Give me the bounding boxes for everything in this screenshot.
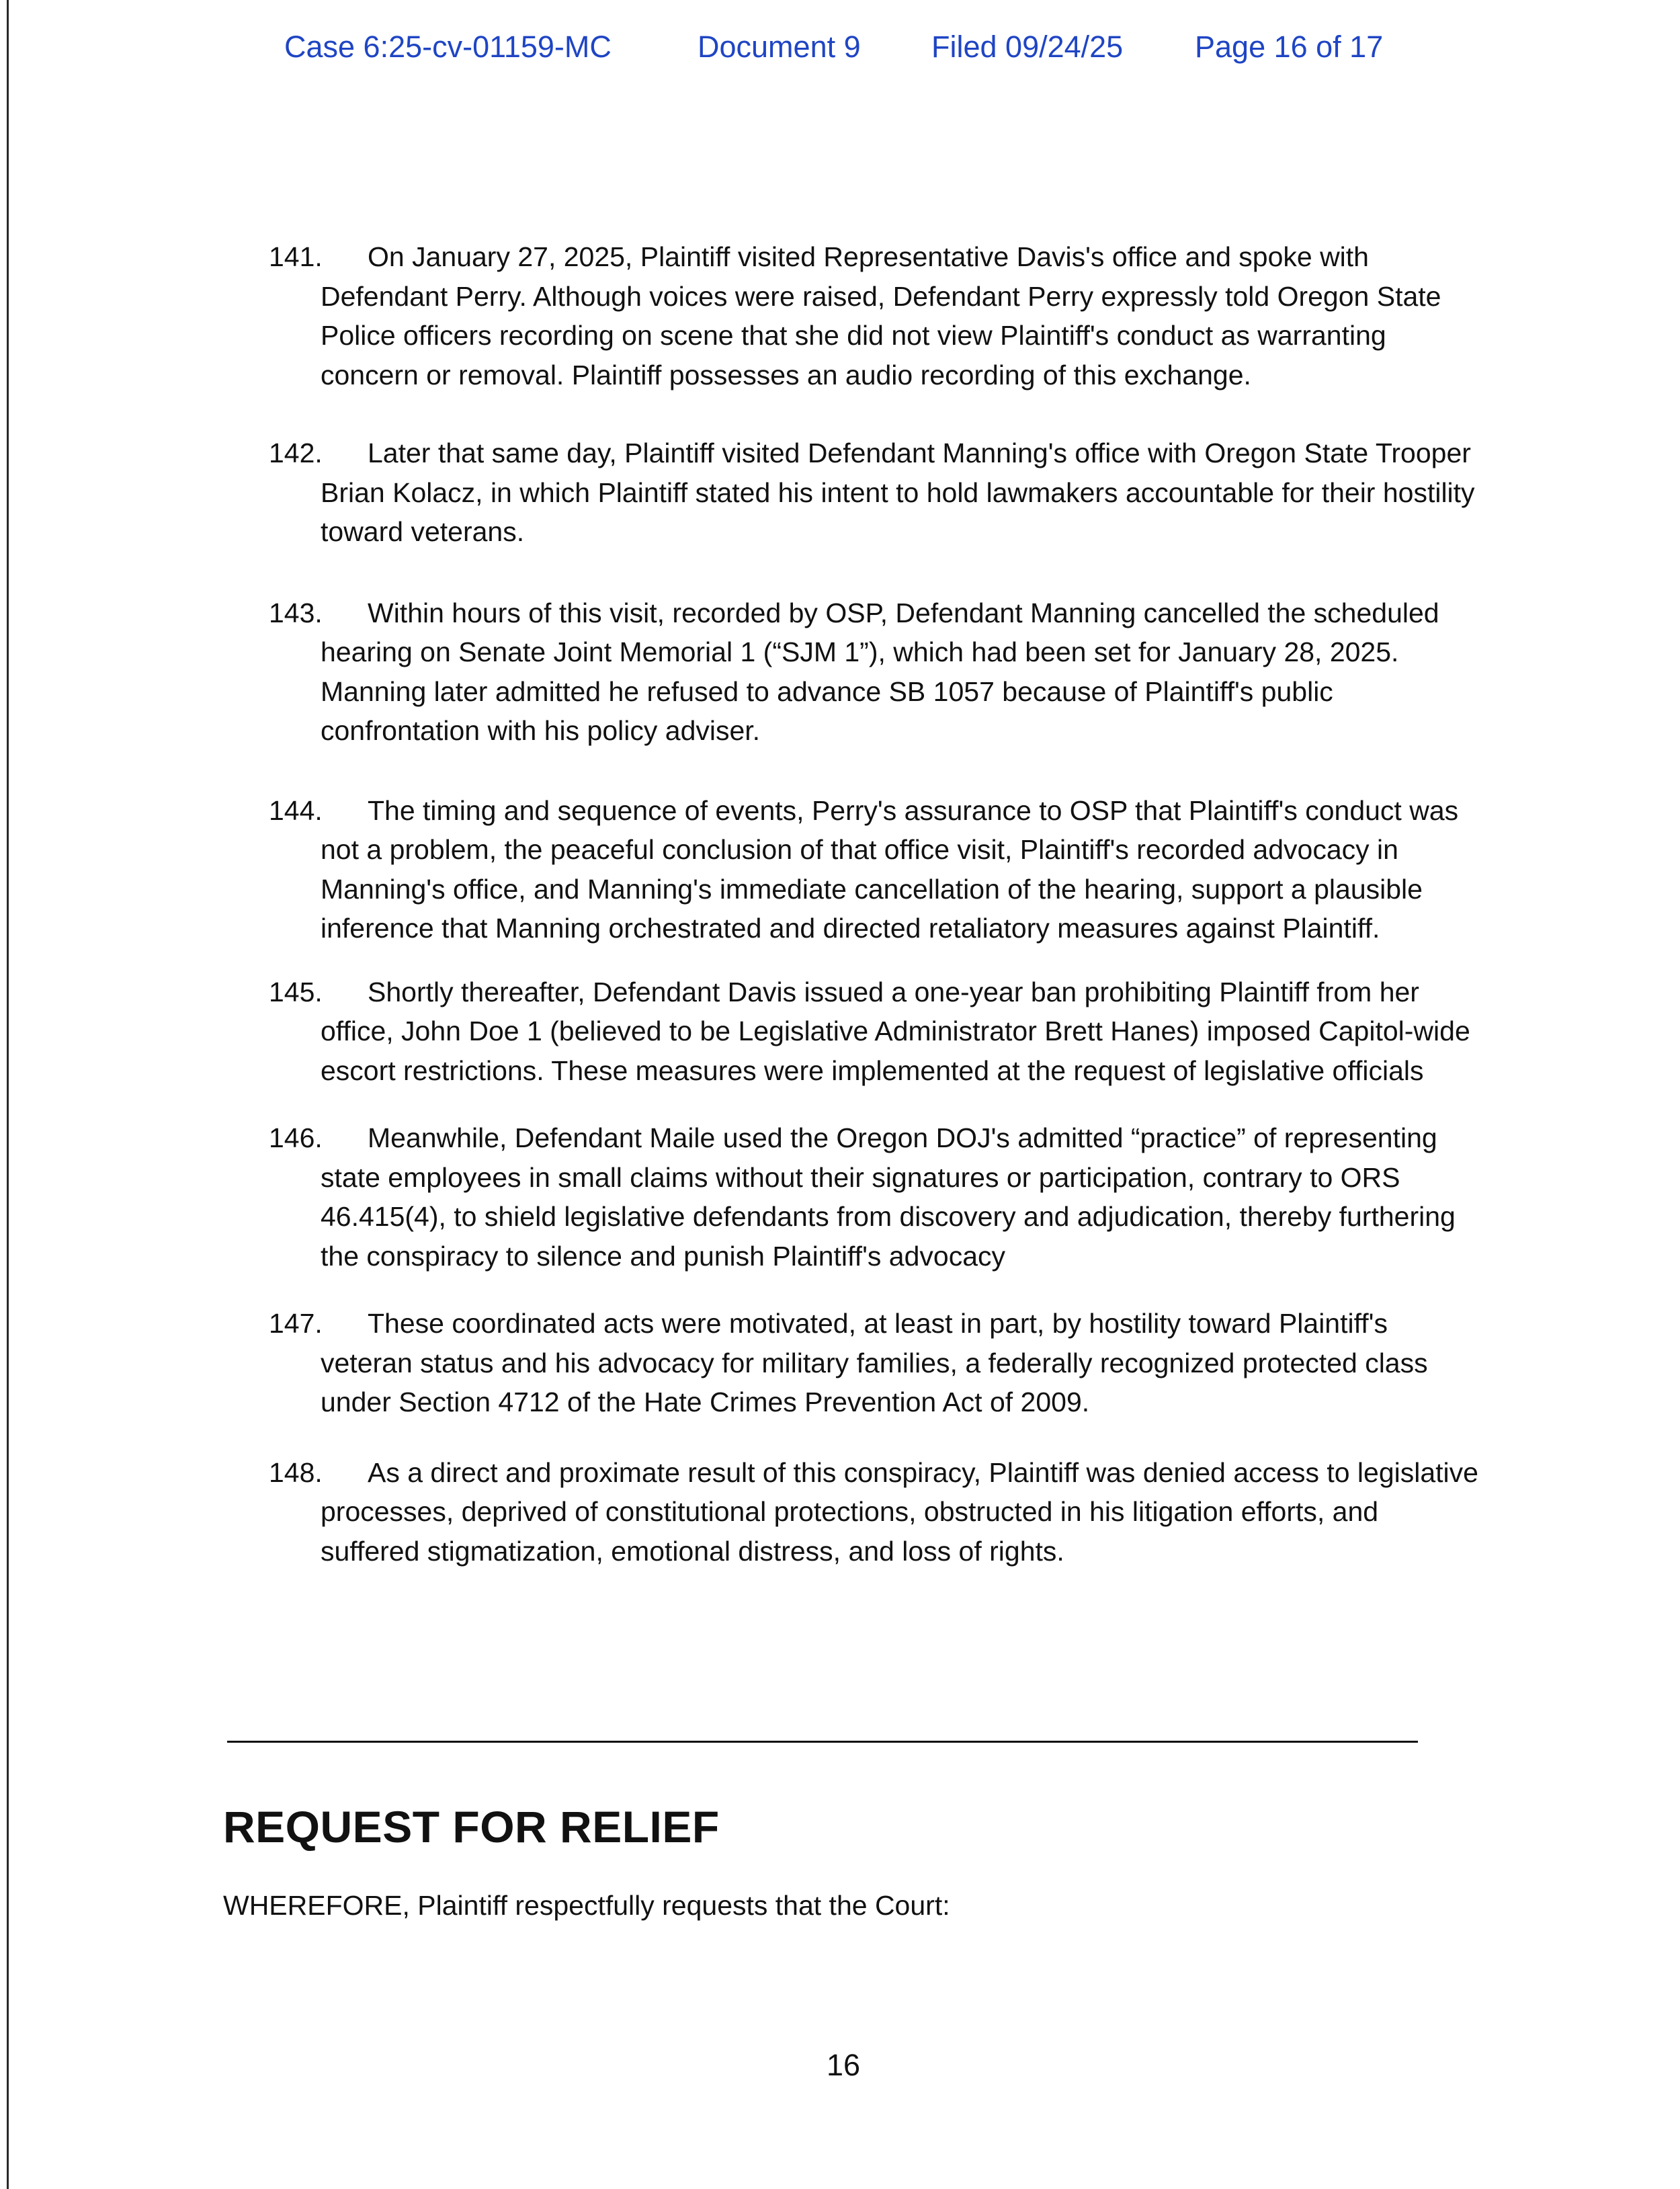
paragraph-143: [269, 593, 1478, 751]
paragraph-number: 142.: [269, 438, 323, 468]
paragraph-146: [269, 1118, 1478, 1276]
header-filed-date: Filed 09/24/25: [931, 30, 1124, 64]
paragraph-text: Later that same day, Plaintiff visited Defendant Manning's office with Oregon State Trooper Brian Kolacz, in which Plaintiff stated his intent to hold lawmakers accountable for their hostility toward veterans.: [321, 438, 1475, 547]
paragraph-148: [269, 1453, 1478, 1571]
paragraph-number: 141.: [269, 241, 323, 272]
header-case-number: Case 6:25-cv-01159-MC: [284, 30, 612, 64]
paragraph-text: Within hours of this visit, recorded by OSP, Defendant Manning cancelled the scheduled hearing on Senate Joint Memorial 1 (“SJM 1”), which had been set for January 28, 2025. Manning later admitted he refused to advance SB 1057 because of Plaintiff's public confrontation with his policy adviser.: [321, 597, 1439, 746]
relief-intro: WHEREFORE, Plaintiff respectfully requests that the Court:: [223, 1890, 950, 1921]
filing-header: [284, 30, 1427, 70]
paragraph-145: [269, 973, 1478, 1091]
paragraph-number: 144.: [269, 794, 323, 826]
paragraph-number: 146.: [269, 1122, 323, 1153]
header-page-count: Page 16 of 17: [1195, 30, 1384, 64]
paragraph-text: On January 27, 2025, Plaintiff visited Representative Davis's office and spoke with Defendant Perry. Although voices were raised, Defendant Perry expressly told Oregon State Police officers recording on scene that she did not view Plaintiff's conduct as warranting concern or removal. Plaintiff possesses an audio recording of this exchange.: [321, 241, 1441, 390]
paragraph-number: 143.: [269, 597, 323, 628]
page-number: 16: [826, 2048, 861, 2082]
paragraph-text: Meanwhile, Defendant Maile used the Oregon DOJ's admitted “practice” of representing state employees in small claims without their signatures or participation, contrary to ORS 46.415(4), to shield legislative defendants from discovery and adjudication, thereby furthering the conspiracy to silence and punish Plaintiff's advocacy: [321, 1122, 1456, 1272]
paragraph-number: 148.: [269, 1456, 323, 1488]
paragraph-144: [269, 791, 1478, 948]
paragraph-text: Shortly thereafter, Defendant Davis issued a one-year ban prohibiting Plaintiff from her office, John Doe 1 (believed to be Legislative Administrator Brett Hanes) imposed Capitol-wide escort restrictions. These measures were implemented at the request of legislative officials: [321, 976, 1470, 1086]
paragraph-text: The timing and sequence of events, Perry's assurance to OSP that Plaintiff's conduct was not a problem, the peaceful conclusion of that office visit, Plaintiff's recorded advocacy in Manning's office, and Manning's immediate cancellation of the hearing, support a plausible inference that Manning orchestrated and directed retaliatory measures against Plaintiff.: [321, 794, 1459, 944]
paragraph-141: [269, 237, 1478, 395]
paragraph-147: [269, 1304, 1478, 1422]
paragraph-number: 147.: [269, 1308, 323, 1339]
numbered-paragraphs: [269, 237, 1478, 1612]
section-divider: [227, 1741, 1418, 1743]
section-heading: REQUEST FOR RELIEF: [223, 1802, 720, 1852]
paragraph-text: As a direct and proximate result of this conspiracy, Plaintiff was denied access to legislative processes, deprived of constitutional protections, obstructed in his litigation efforts, and suffered stigmatization, emotional distress, and loss of rights.: [321, 1456, 1478, 1567]
header-document-number: Document 9: [698, 30, 861, 64]
paragraph-number: 145.: [269, 976, 323, 1007]
paragraph-142: [269, 433, 1478, 552]
paragraph-text: These coordinated acts were motivated, at least in part, by hostility toward Plaintiff's veteran status and his advocacy for military families, a federally recognized protected class under Section 4712 of the Hate Crimes Prevention Act of 2009.: [321, 1308, 1428, 1417]
scan-edge-line: [7, 0, 9, 2189]
